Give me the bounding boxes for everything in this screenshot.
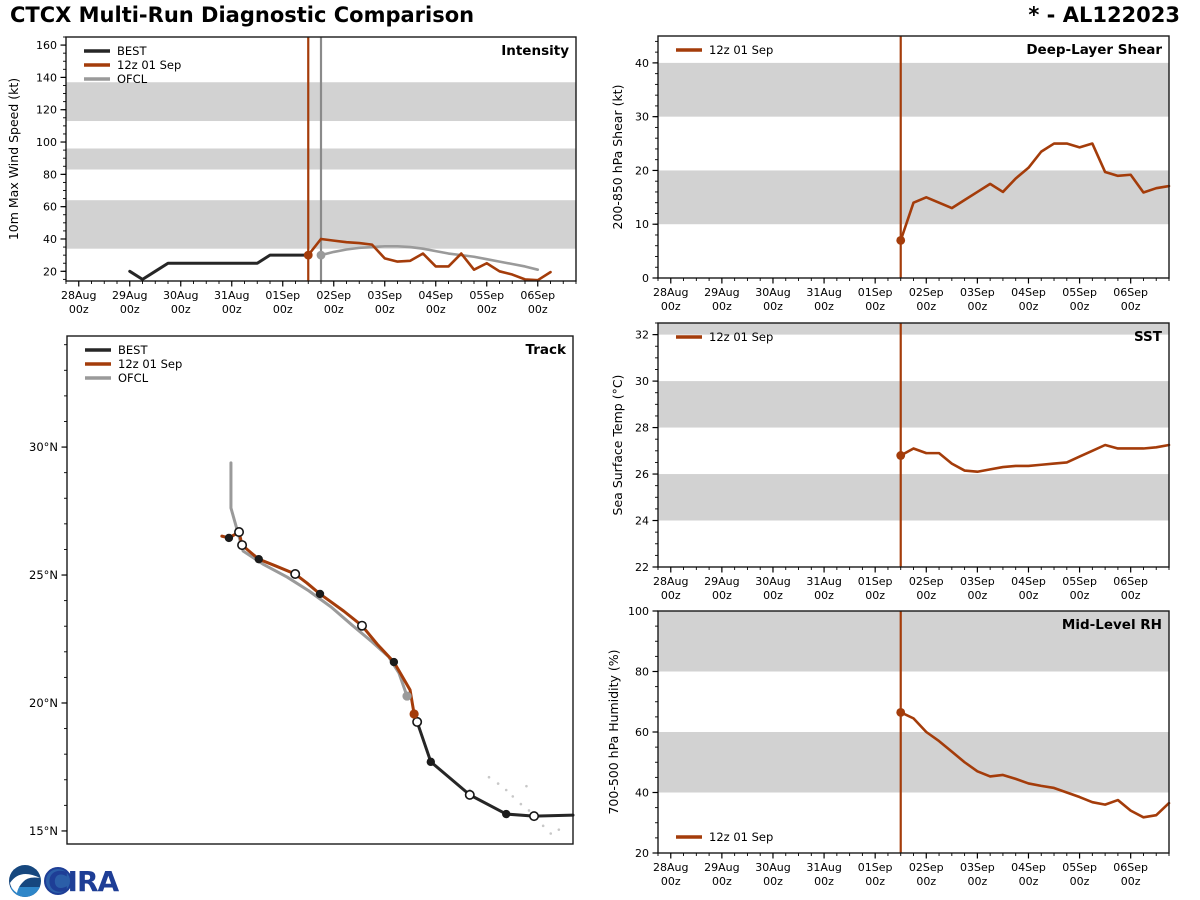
x-tick-label: 02Sep [908,575,944,588]
x-tick-label: 30Aug [755,286,791,299]
x-tick-label: 06Sep [1113,861,1149,874]
x-tick-sublabel: 00z [170,303,191,316]
x-tick-label: 02Sep [908,861,944,874]
x-tick-label: 29Aug [112,289,148,302]
track-marker-open [358,622,366,630]
x-tick-label: 03Sep [367,289,403,302]
logo-svg [6,862,266,900]
track-best [414,714,573,816]
track-marker-open [291,570,299,578]
y-tick-label: 140 [36,71,57,85]
x-tick-label: 05Sep [1062,861,1097,874]
x-tick-label: 04Sep [418,289,454,302]
cira-wordmark: CIRA [48,865,119,898]
y-tick-label: 20 [635,164,649,178]
track-marker-filled [502,810,510,818]
panel-sst [610,323,1169,602]
x-tick-sublabel: 00z [967,300,988,313]
x-tick-sublabel: 00z [1069,875,1090,888]
series-start-dot [896,451,905,460]
legend-entry [676,43,773,57]
legend-entry [85,357,182,371]
x-tick-sublabel: 00z [967,875,988,888]
y-tick-label: 40 [43,232,57,246]
x-tick-sublabel: 00z [865,300,886,313]
x-tick-sublabel: 00z [916,875,937,888]
legend-label: OFCL [117,72,148,86]
x-tick-sublabel: 00z [711,875,732,888]
series-start-dot [317,251,326,260]
x-tick-sublabel: 00z [763,589,783,602]
track-marker-filled [225,534,233,542]
x-tick-sublabel: 00z [865,875,886,888]
y-tick-label: 24 [635,514,649,528]
lat-tick-label: 15°N [29,823,58,838]
track-marker-open [235,528,243,536]
x-tick-sublabel: 00z [711,300,732,313]
y-tick-label: 100 [36,136,57,150]
x-tick-label: 28Aug [653,286,689,299]
panel-intensity [6,37,576,316]
x-tick-sublabel: 00z [1069,300,1090,313]
island-speck [542,825,545,828]
series-start-dot [304,251,313,260]
y-tick-label: 26 [635,468,649,482]
x-tick-label: 04Sep [1011,575,1046,588]
lat-tick-label: 20°N [29,695,58,710]
x-tick-label: 30Aug [163,289,199,302]
x-tick-sublabel: 00z [272,303,293,316]
series-start-dot [896,236,905,245]
x-tick-label: 06Sep [1113,286,1149,299]
island-speck [497,782,500,785]
y-tick-label: 120 [36,103,57,117]
x-tick-label: 31Aug [806,286,842,299]
legend-label: 12z 01 Sep [709,830,774,844]
x-tick-label: 03Sep [960,861,995,874]
legend-entry [84,58,181,72]
legend-label: OFCL [118,371,149,385]
y-tick-label: 80 [635,665,649,679]
x-tick-label: 01Sep [857,861,893,874]
island-speck [558,828,561,831]
x-tick-label: 30Aug [755,861,791,874]
x-tick-label: 04Sep [1011,286,1046,299]
legend-entry [85,371,149,385]
x-tick-sublabel: 00z [814,875,834,888]
panel-shear [610,36,1169,313]
panel-title: SST [1133,329,1162,345]
x-tick-label: 01Sep [857,286,893,299]
track-marker-filled [390,658,398,666]
series-ofcl [321,246,538,269]
x-tick-sublabel: 00z [323,303,344,316]
x-tick-sublabel: 00z [711,589,732,602]
island-speck [525,785,528,788]
panel-track [29,336,573,844]
y-tick-label: 100 [628,605,649,618]
x-tick-label: 31Aug [806,575,842,588]
y-axis-label: Sea Surface Temp (°C) [610,374,625,516]
x-tick-label: 05Sep [469,289,505,302]
track-12z-01-sep [222,532,414,714]
legend-entry [85,343,148,357]
x-tick-label: 31Aug [806,861,842,874]
y-tick-label: 22 [635,561,649,574]
x-tick-label: 05Sep [1062,575,1097,588]
y-axis-label: 10m Max Wind Speed (kt) [6,77,21,241]
x-tick-sublabel: 00z [814,300,834,313]
y-tick-label: 40 [635,786,649,800]
plot-frame [658,323,1169,567]
x-tick-sublabel: 00z [1018,875,1039,888]
x-tick-sublabel: 00z [814,589,834,602]
panel-title: Deep-Layer Shear [1026,42,1162,58]
y-tick-label: 80 [43,168,57,182]
x-tick-label: 01Sep [857,575,893,588]
x-tick-label: 29Aug [704,575,740,588]
island-speck [488,776,491,779]
island-speck [549,832,552,835]
storm-id: * - AL122023 [1028,3,1180,27]
lat-tick-label: 30°N [29,440,58,455]
x-tick-sublabel: 00z [374,303,395,316]
y-tick-label: 20 [43,265,57,279]
legend-label: 12z 01 Sep [709,330,774,344]
page-title: CTCX Multi-Run Diagnostic Comparison [10,3,475,27]
panel-title: Intensity [501,43,569,59]
y-tick-label: 40 [635,56,649,70]
y-tick-label: 20 [635,847,649,860]
panel-title: Mid-Level RH [1061,617,1162,633]
footer-logos [6,862,266,900]
x-tick-sublabel: 00z [221,303,242,316]
y-tick-label: 60 [635,726,649,739]
panel-rh [606,605,1169,888]
x-tick-sublabel: 00z [660,300,681,313]
series-best [130,255,309,279]
x-tick-label: 04Sep [1011,861,1046,874]
legend-label: 12z 01 Sep [118,357,183,371]
x-tick-sublabel: 00z [1018,589,1039,602]
island-speck [528,809,531,812]
x-tick-label: 29Aug [704,286,740,299]
x-tick-sublabel: 00z [865,589,886,602]
legend-label: BEST [118,343,148,357]
x-tick-sublabel: 00z [1120,300,1141,313]
cira-logo [45,865,120,898]
x-tick-label: 28Aug [653,575,689,588]
forecast-start-dot [410,709,419,718]
x-tick-sublabel: 00z [425,303,446,316]
x-tick-sublabel: 00z [1018,300,1039,313]
x-tick-label: 03Sep [960,575,995,588]
panel-title: Track [525,342,566,358]
x-tick-sublabel: 00z [660,875,681,888]
noaa-logo [9,865,41,897]
x-tick-sublabel: 00z [763,875,783,888]
category-band [658,170,1169,224]
y-tick-label: 30 [635,375,649,389]
track-marker-open [466,791,474,799]
x-tick-sublabel: 00z [1120,589,1141,602]
track-marker-open [413,718,421,726]
island-speck [505,789,508,792]
x-tick-label: 31Aug [214,289,250,302]
x-tick-sublabel: 00z [916,589,937,602]
y-tick-label: 0 [642,272,649,285]
x-tick-sublabel: 00z [476,303,497,316]
x-tick-label: 02Sep [908,286,944,299]
y-axis-label: 200-850 hPa Shear (kt) [610,84,625,230]
legend-label: 12z 01 Sep [117,58,182,72]
legend-label: 12z 01 Sep [709,43,774,57]
x-tick-label: 30Aug [755,575,791,588]
y-tick-label: 160 [36,39,57,53]
ofcl-start-dot [402,691,411,700]
x-tick-label: 28Aug [61,289,97,302]
y-tick-label: 60 [43,200,57,214]
track-marker-open [238,541,246,549]
x-tick-label: 29Aug [704,861,740,874]
x-tick-sublabel: 00z [967,589,988,602]
category-band [658,63,1169,117]
series-start-dot [896,708,905,717]
x-tick-sublabel: 00z [68,303,89,316]
x-tick-sublabel: 00z [119,303,140,316]
y-tick-label: 28 [635,421,649,435]
x-tick-sublabel: 00z [660,589,681,602]
legend-entry [676,830,773,844]
x-tick-label: 01Sep [265,289,301,302]
x-tick-label: 06Sep [1113,575,1149,588]
x-tick-label: 28Aug [653,861,689,874]
legend-entry [84,44,147,58]
island-speck [520,803,523,806]
lat-tick-label: 25°N [29,568,58,583]
track-ofcl [231,463,407,696]
x-tick-label: 02Sep [316,289,352,302]
track-marker-filled [255,555,263,563]
x-tick-label: 06Sep [520,289,556,302]
track-marker-filled [427,758,435,766]
track-marker-open [530,812,538,820]
legend-label: BEST [117,44,147,58]
x-tick-sublabel: 00z [1069,589,1090,602]
category-band [658,732,1169,793]
y-tick-label: 32 [635,328,649,342]
x-tick-sublabel: 00z [527,303,548,316]
x-tick-sublabel: 00z [916,300,937,313]
x-tick-sublabel: 00z [1120,875,1141,888]
x-tick-label: 05Sep [1062,286,1097,299]
category-band [658,381,1169,427]
x-tick-sublabel: 00z [763,300,783,313]
track-marker-filled [316,590,324,598]
y-tick-label: 30 [635,110,649,124]
y-axis-label: 700-500 hPa Humidity (%) [606,649,621,815]
series-12z-01-sep [901,445,1169,472]
x-tick-label: 03Sep [960,286,995,299]
y-tick-label: 10 [635,218,649,232]
category-band [658,474,1169,520]
island-speck [511,795,514,798]
